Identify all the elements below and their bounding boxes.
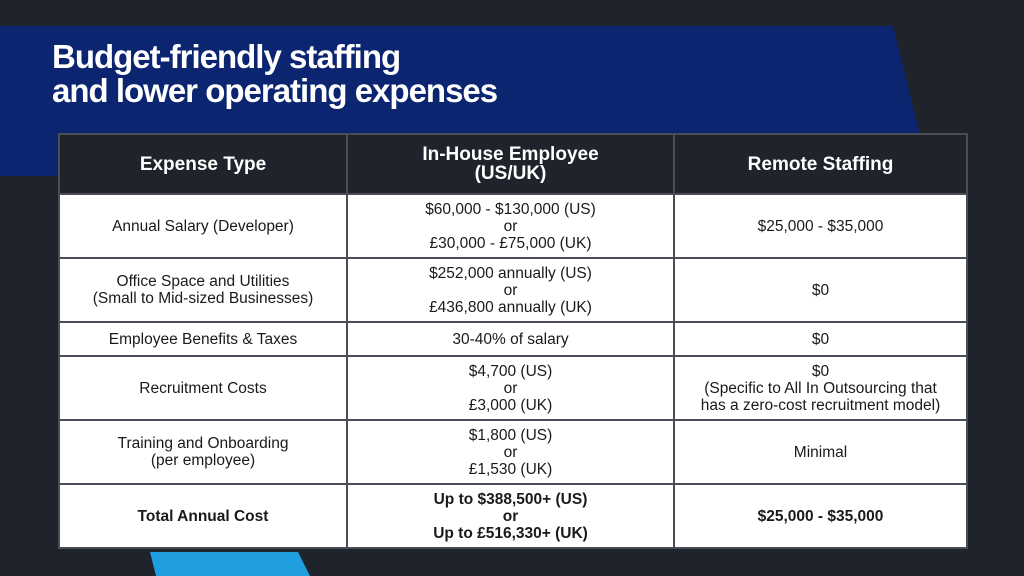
cell-text: (Small to Mid-sized Businesses) bbox=[92, 290, 314, 307]
in-house-cell bbox=[347, 356, 674, 420]
cell-text: Up to £516,330+ (UK) bbox=[433, 524, 588, 542]
cell-text: Annual Salary (Developer) bbox=[112, 217, 294, 235]
table-row-benefits bbox=[59, 322, 967, 356]
expense-comparison-table bbox=[58, 133, 968, 549]
cell-text: Total Annual Cost bbox=[137, 507, 269, 525]
expense-type-cell bbox=[59, 356, 347, 420]
cell-text: $25,000 - $35,000 bbox=[757, 217, 884, 235]
cell-text: (Specific to All In Outsourcing that bbox=[704, 379, 937, 397]
table-row-total bbox=[59, 484, 967, 548]
cell-text: £3,000 (UK) bbox=[468, 396, 553, 414]
cell-text: Recruitment Costs bbox=[139, 379, 267, 397]
remote-cell bbox=[674, 484, 967, 548]
cell-text: $252,000 annually (US) bbox=[429, 264, 592, 282]
table-row-recruitment bbox=[59, 356, 967, 420]
remote-cell bbox=[674, 194, 967, 258]
expense-type-cell bbox=[59, 194, 347, 258]
in-house-cell bbox=[347, 258, 674, 322]
table-row-training bbox=[59, 420, 967, 484]
header-text: In-House Employee bbox=[422, 144, 599, 165]
cell-text: Employee Benefits & Taxes bbox=[108, 330, 298, 348]
title-line-1: Budget-friendly staffing bbox=[52, 38, 401, 75]
cell-text: $0 bbox=[811, 330, 830, 348]
cell-text: has a zero-cost recruitment model) bbox=[700, 396, 941, 414]
cell-text: $0 bbox=[811, 281, 830, 299]
cell-text: $1,800 (US) bbox=[468, 426, 553, 444]
cell-text: $4,700 (US) bbox=[468, 362, 553, 380]
remote-cell bbox=[674, 258, 967, 322]
header-text: Remote Staffing bbox=[747, 153, 894, 175]
table-header-row bbox=[59, 134, 967, 194]
header-in-house bbox=[347, 134, 674, 194]
expense-type-cell bbox=[59, 420, 347, 484]
expense-type-cell bbox=[59, 258, 347, 322]
cell-text: or bbox=[502, 507, 519, 525]
cell-text: or bbox=[503, 217, 518, 235]
header-text: Expense Type bbox=[139, 153, 267, 175]
cell-text: or bbox=[503, 281, 518, 299]
cell-text: or bbox=[503, 443, 518, 461]
in-house-cell bbox=[347, 322, 674, 356]
expense-type-cell bbox=[59, 322, 347, 356]
cell-text: Office Space and Utilities bbox=[116, 273, 290, 290]
header-remote bbox=[674, 134, 967, 194]
cell-text: £1,530 (UK) bbox=[468, 460, 553, 478]
remote-cell bbox=[674, 356, 967, 420]
cell-text: Training and Onboarding bbox=[117, 435, 289, 452]
cell-text: Up to $388,500+ (US) bbox=[433, 490, 588, 508]
cell-text: Minimal bbox=[793, 443, 848, 461]
cell-text: £30,000 - £75,000 (UK) bbox=[429, 234, 592, 252]
header-text: (US/UK) bbox=[474, 163, 547, 184]
accent-shape bbox=[150, 552, 310, 576]
cell-text: (per employee) bbox=[150, 452, 256, 469]
in-house-cell bbox=[347, 484, 674, 548]
cell-text: $60,000 - $130,000 (US) bbox=[425, 200, 596, 218]
cell-text: or bbox=[503, 379, 518, 397]
table-row-annual-salary bbox=[59, 194, 967, 258]
remote-cell bbox=[674, 420, 967, 484]
in-house-cell bbox=[347, 420, 674, 484]
table-row-office-space bbox=[59, 258, 967, 322]
title-line-2: and lower operating expenses bbox=[52, 72, 498, 109]
expense-type-cell bbox=[59, 484, 347, 548]
cell-text: $25,000 - $35,000 bbox=[757, 507, 884, 525]
cell-text: $0 bbox=[811, 362, 830, 380]
cell-text: £436,800 annually (UK) bbox=[429, 298, 592, 316]
header-expense-type bbox=[59, 134, 347, 194]
page-title bbox=[52, 40, 497, 108]
remote-cell bbox=[674, 322, 967, 356]
in-house-cell bbox=[347, 194, 674, 258]
cell-text: 30-40% of salary bbox=[452, 330, 569, 348]
